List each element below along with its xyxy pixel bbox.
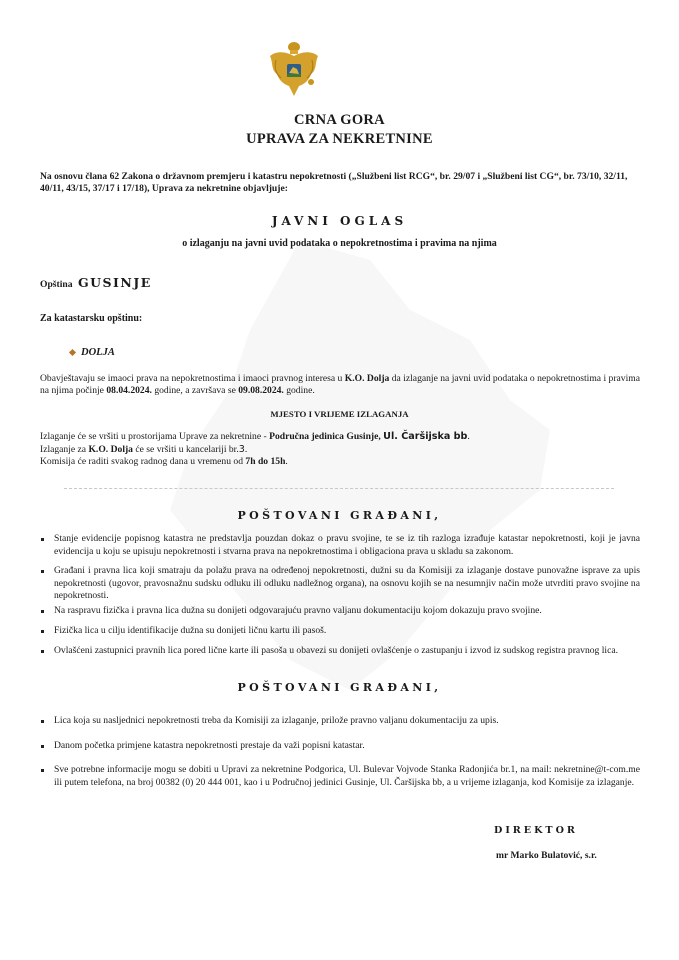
notice-subtitle: o izlaganju na javni uvid podataka o nepokretnostima i pravima na njima <box>182 238 497 249</box>
cadastral-item <box>70 347 115 358</box>
legal-basis-paragraph: Na osnovu člana 62 Zakona o državnom premjeru i katastru nepokretnosti („Službeni list RCG“, br. 29/07 i „Službeni list CG“, br. 73/10, 32/11, 40/11, 43/15, 37/17 i 17/18), Uprava za nekretnine objavljuje: <box>40 171 628 194</box>
place-time-details <box>40 431 470 469</box>
cadastral-label: Za katastarsku opštinu: <box>40 313 143 324</box>
signatory-name: mr Marko Bulatović, s.r. <box>496 850 597 861</box>
list-item: Na raspravu fizička i pravna lica dužna su donijeti odgovarajuću pravno valjanu dokumentaciju kojom dokazuju pravo svojine. <box>40 605 640 618</box>
start-date: 08.04.2024. <box>106 385 152 396</box>
list-item: Lica koja su nasljednici nepokretnosti treba da Komisiji za izlaganje, prilože pravno valjanu dokumentaciju za upis. <box>40 715 640 728</box>
location-line: Izlaganje će se vršiti u prostorijama Uprave za nekretnine - Područna jedinica Gusinje, Ul. Čaršijska bb. <box>40 431 470 442</box>
list-item: Sve potrebne informacije mogu se dobiti u Upravi za nekretnine Podgorica, Ul. Bulevar Vojvode Stanka Radonjića br.1, na mail: nekretnine@t-com.me ili putem telefona, na broj 00382 (0) 20 444 001, kao i u Područnoj jedinici Gusinje, Ul. Čaršijska bb, a u vrijeme izlaganja, kod Komisije za izlaganje. <box>40 764 640 789</box>
bullet-diamond-icon <box>69 349 76 356</box>
cadastral-item-name: DOLJA <box>81 347 115 358</box>
municipality <box>40 275 152 290</box>
list-item: Danom početka primjene katastra nepokretnosti prestaje da važi popisni katastar. <box>40 740 640 753</box>
municipality-label: Opština <box>40 279 73 290</box>
dashed-divider <box>64 488 614 489</box>
hours-line: Komisija će raditi svakog radnog dana u vremenu od 7h do 15h. <box>40 456 288 467</box>
list-item: Građani i pravna lica koji smatraju da polažu prava na određenoj nepokretnosti, dužni su da Komisiji za izlaganje dostave punovažne isprave za upis nepokretnosti (ugovor, pravosnažnu sudsku odluku ili odluku nadležnog organa), na osnovu kojih se na nesumnjiv način može utvrditi pravo svojine na nepokretnosti. <box>40 565 640 603</box>
announcement-paragraph: Obavještavaju se imaoci prava na nepokretnostima i imaoci pravnog interesa u K.O. Dolja da izlaganje na javni uvid podataka o nepokretnostima i pravima na njima počinje 08.04.2024. godine, a završava se 09.08.2024. godine. <box>40 373 640 396</box>
country-heading: CRNA GORA <box>294 112 385 128</box>
coat-of-arms-icon <box>267 40 321 100</box>
list-item: Stanje evidencije popisnog katastra ne predstavlja pouzdan dokaz o pravu svojine, te se iz tih razloga izrađuje katastar nepokretnosti, koji je javna evidencija u koju se upisuju nepokretnosti i stvarna prava na nepokretnostima i obligaciona prava u skladu sa zakonom. <box>40 533 640 558</box>
municipality-name: GUSINJE <box>77 275 152 290</box>
office-line: Izlaganje za K.O. Dolja će se vršiti u kancelariji br.3. <box>40 443 248 455</box>
end-date: 09.08.2024. <box>238 385 284 396</box>
list-item: Ovlašćeni zastupnici pravnih lica pored lične karte ili pasoša u obavezi su donijeti ovlašćenje o zastupanju i izvod iz sudskog registra pravnog lica. <box>40 645 640 658</box>
list-item: Fizička lica u cilju identifikacije dužna su donijeti ličnu kartu ili pasoš. <box>40 625 640 638</box>
section1-heading: POŠTOVANI GRAĐANI, <box>237 509 442 522</box>
place-time-heading: MJESTO I VRIJEME IZLAGANJA <box>270 409 409 419</box>
notice-title: JAVNI OGLAS <box>271 214 408 228</box>
signatory-title: DIREKTOR <box>494 825 578 836</box>
section2-heading: POŠTOVANI GRAĐANI, <box>237 681 442 694</box>
institution-heading: UPRAVA ZA NEKRETNINE <box>246 131 433 147</box>
